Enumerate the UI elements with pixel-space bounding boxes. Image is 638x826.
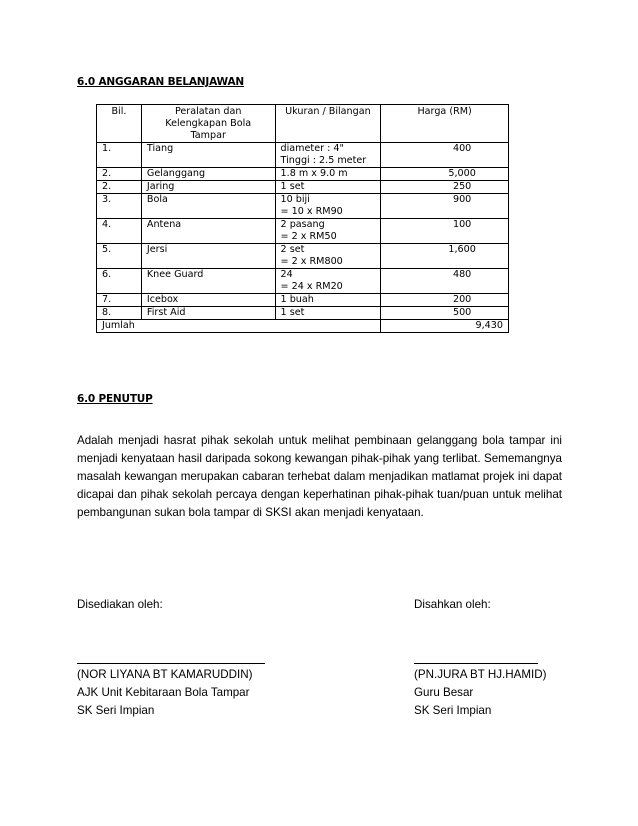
closing-heading: 6.0 PENUTUP bbox=[77, 393, 153, 405]
row-item: Bola bbox=[141, 194, 275, 219]
table-row bbox=[97, 168, 509, 181]
row-size-line2: = 24 x RM20 bbox=[280, 281, 343, 292]
row-bil: 3. bbox=[97, 194, 142, 219]
row-item: Tiang bbox=[141, 143, 275, 168]
header-item-line2: Kelengkapan Bola bbox=[165, 118, 252, 129]
row-size-line1: 1 set bbox=[280, 181, 305, 192]
row-bil: 4. bbox=[97, 219, 142, 244]
right-signature-school: SK Seri Impian bbox=[414, 704, 492, 717]
table-row bbox=[97, 244, 509, 269]
right-signature-label: Disahkan oleh: bbox=[414, 598, 491, 611]
header-size: Ukuran / Bilangan bbox=[275, 105, 381, 143]
left-signature-line bbox=[77, 663, 265, 664]
row-bil: 5. bbox=[97, 244, 142, 269]
row-price: 400 bbox=[381, 143, 509, 168]
row-size bbox=[275, 244, 381, 269]
row-size-line2: = 2 x RM800 bbox=[280, 256, 343, 267]
row-size-line2: = 10 x RM90 bbox=[280, 206, 343, 217]
closing-paragraph: Adalah menjadi hasrat pihak sekolah untuk melihat pembinaan gelanggang bola tampar ini menjadi kenyataan hasil daripada sokong kewangan pihak-pihak yang terlibat. Sememangnya masalah kewangan merupakan cabaran terhebat dalam menjadikan matlamat projek ini dapat dicapai dan pihak sekolah percaya dengan keperhatinan pihak-pihak tuan/puan untuk melihat pembangunan sukan bola tampar di SKSI akan menjadi kenyataan. bbox=[77, 434, 562, 519]
row-bil: 7. bbox=[97, 294, 142, 307]
row-size bbox=[275, 219, 381, 244]
row-size bbox=[275, 143, 381, 168]
table-row bbox=[97, 143, 509, 168]
left-signature-school: SK Seri Impian bbox=[77, 704, 155, 717]
row-size-line1: 1.8 m x 9.0 m bbox=[280, 168, 348, 179]
row-size bbox=[275, 294, 381, 307]
left-signature-title: AJK Unit Kebitaraan Bola Tampar bbox=[77, 686, 250, 699]
right-signature-block bbox=[414, 666, 546, 720]
row-price: 900 bbox=[381, 194, 509, 219]
row-bil: 2. bbox=[97, 181, 142, 194]
header-item-line1: Peralatan dan bbox=[174, 106, 242, 117]
table-row bbox=[97, 181, 509, 194]
row-item: Antena bbox=[141, 219, 275, 244]
row-size bbox=[275, 181, 381, 194]
table-row bbox=[97, 194, 509, 219]
row-size-line1: 2 pasang bbox=[280, 219, 325, 230]
left-signature-name: (NOR LIYANA BT KAMARUDDIN) bbox=[77, 668, 253, 681]
table-row bbox=[97, 307, 509, 320]
table-header-row bbox=[97, 105, 509, 143]
total-label: Jumlah bbox=[97, 320, 381, 333]
table-total-row bbox=[97, 320, 509, 333]
table-row bbox=[97, 269, 509, 294]
budget-table bbox=[96, 104, 509, 333]
row-item: First Aid bbox=[141, 307, 275, 320]
row-item: Gelanggang bbox=[141, 168, 275, 181]
header-item bbox=[141, 105, 275, 143]
row-price: 100 bbox=[381, 219, 509, 244]
header-price: Harga (RM) bbox=[381, 105, 509, 143]
row-size-line1: diameter : 4" bbox=[280, 143, 344, 154]
row-size bbox=[275, 307, 381, 320]
right-signature-title: Guru Besar bbox=[414, 686, 474, 699]
table-row bbox=[97, 294, 509, 307]
row-bil: 8. bbox=[97, 307, 142, 320]
row-price: 1,600 bbox=[381, 244, 509, 269]
header-bil: Bil. bbox=[97, 105, 142, 143]
row-size-line1: 1 buah bbox=[280, 294, 314, 305]
row-bil: 2. bbox=[97, 168, 142, 181]
row-bil: 1. bbox=[97, 143, 142, 168]
right-signature-line bbox=[414, 663, 538, 664]
table-row bbox=[97, 219, 509, 244]
row-item: Jaring bbox=[141, 181, 275, 194]
row-bil: 6. bbox=[97, 269, 142, 294]
row-size bbox=[275, 269, 381, 294]
row-item: Knee Guard bbox=[141, 269, 275, 294]
row-size-line2: = 2 x RM50 bbox=[280, 231, 337, 242]
right-signature-name: (PN.JURA BT HJ.HAMID) bbox=[414, 668, 547, 681]
row-size-line1: 2 set bbox=[280, 244, 305, 255]
row-price: 5,000 bbox=[381, 168, 509, 181]
budget-heading: 6.0 ANGGARAN BELANJAWAN bbox=[77, 76, 244, 88]
total-value: 9,430 bbox=[381, 320, 509, 333]
row-size-line1: 1 set bbox=[280, 307, 305, 318]
row-size bbox=[275, 194, 381, 219]
row-item: Jersi bbox=[141, 244, 275, 269]
left-signature-block bbox=[77, 666, 252, 720]
row-size-line1: 10 biji bbox=[280, 194, 310, 205]
row-price: 200 bbox=[381, 294, 509, 307]
row-size-line2: Tinggi : 2.5 meter bbox=[280, 155, 367, 166]
header-item-line3: Tampar bbox=[190, 130, 226, 141]
row-item: Icebox bbox=[141, 294, 275, 307]
row-price: 250 bbox=[381, 181, 509, 194]
row-size-line1: 24 bbox=[280, 269, 293, 280]
row-size bbox=[275, 168, 381, 181]
row-price: 500 bbox=[381, 307, 509, 320]
row-price: 480 bbox=[381, 269, 509, 294]
left-signature-label: Disediakan oleh: bbox=[77, 598, 163, 611]
